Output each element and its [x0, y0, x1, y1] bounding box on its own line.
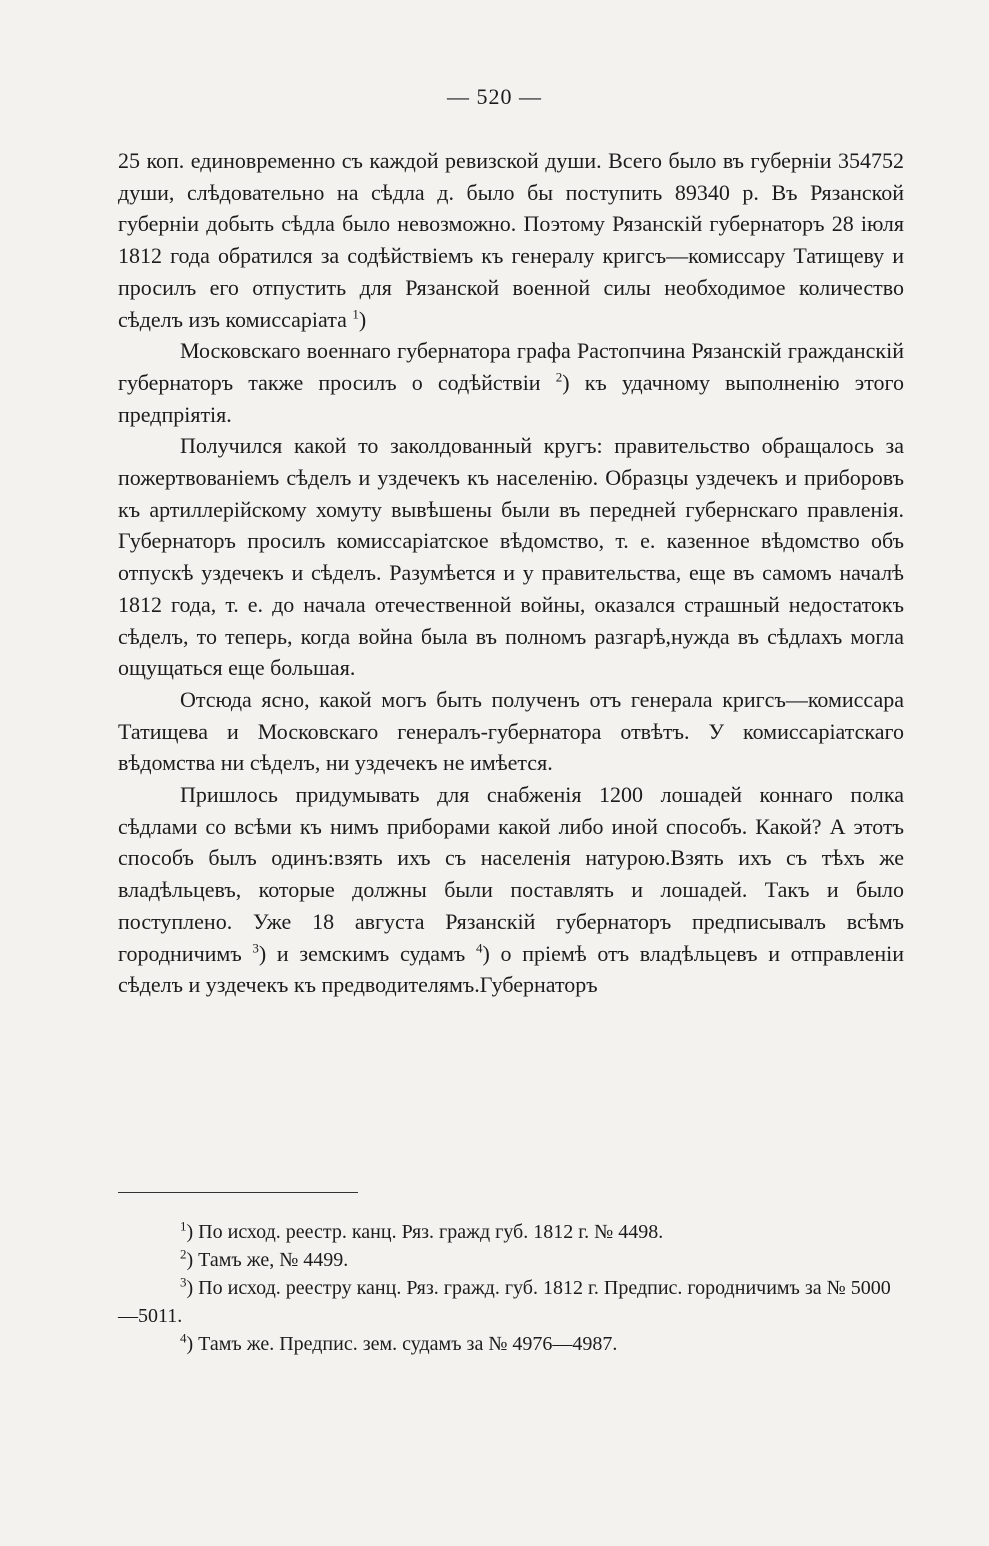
footnote-text: По исход. реестр. канц. Ряз. гражд губ. 1812 г. № 4498. — [193, 1221, 664, 1243]
paragraph-text: 25 коп. единовременно съ каждой ревизской души. Всего было въ губерніи 354752 души, слѣдовательно на сѣдла д. было бы поступить 89340 р. Въ Рязанской губерніи добыть сѣдла было невозможно. Поэтому Рязанскій губернаторъ 28 іюля 1812 года обратился за содѣйствіемъ къ генералу кригсъ—комиссару Татищеву и просилъ его отпустить для Рязанской военной силы необходимое количество сѣделъ изъ комиссаріата — [118, 148, 904, 332]
footnote-ref: 2 — [555, 369, 563, 385]
paragraph-5 — [118, 779, 904, 1001]
footnote-ref-close: ) — [482, 940, 490, 966]
footnote-text: Тамъ же. Предпис. зем. судамъ за № 4976—4987. — [193, 1333, 618, 1355]
paragraph-2 — [118, 335, 904, 430]
footnote-text: Тамъ же, № 4499. — [193, 1249, 349, 1271]
footnote-3: $^3$) По исход. реестру канц. Ряз. гражд. губ. 1812 г. Предпис. городничимъ за № 5000—5011. — [118, 1274, 891, 1327]
footnote-ref-close: ) — [562, 369, 570, 395]
paragraph-3 — [118, 430, 904, 684]
body-text — [118, 145, 904, 1001]
footnote-mark: 4 — [180, 1330, 187, 1346]
footnote-2: $^2$) Тамъ же, № 4499. — [180, 1246, 349, 1271]
footnote-1: $^1$) По исход. реестр. канц. Ряз. гражд губ. 1812 г. № 4498. — [180, 1218, 664, 1243]
footnote-ref-close: ) — [358, 306, 367, 332]
paragraph-text: и земскимъ судамъ — [276, 940, 466, 966]
footnote-separator — [118, 1192, 358, 1193]
footnote-ref: 3 — [252, 940, 259, 956]
paragraph-1 — [118, 145, 904, 335]
footnote-mark: 2 — [180, 1246, 187, 1262]
footnote-mark: 1 — [180, 1218, 187, 1234]
page-number: — 520 — — [447, 84, 542, 109]
paragraph-text: Пришлось придумывать для снабженія 1200 лошадей коннаго полка сѣдлами со всѣми къ нимъ приборами какой либо иной способъ. Какой? А этотъ способъ былъ одинъ:взять ихъ съ населенія натурою.Взять ихъ съ тѣхъ же владѣльцевъ, которые должны были поставлять и лошадей. Такъ и было поступлено. Уже 18 августа Рязанскій губернаторъ предписывалъ всѣмъ городничимъ — [118, 782, 904, 966]
paragraph-text: о пріемѣ отъ владѣльцевъ и отправленіи сѣделъ и уздечекъ къ предводителямъ.Губернаторъ — [118, 940, 905, 998]
footnote-text: По исход. реестру канц. Ряз. гражд. губ. 1812 г. Предпис. городничимъ за № 5000—5011. — [118, 1277, 891, 1327]
footnote-4: $^4$) Тамъ же. Предпис. зем. судамъ за № 4976—4987. — [180, 1330, 618, 1355]
footnote-mark: 3 — [180, 1274, 187, 1290]
footnotes — [118, 1218, 904, 1358]
paragraph-text: Московскаго военнаго губернатора графа Растопчина Рязанскій гражданскій губернаторъ также просилъ о содѣйствіи — [118, 338, 904, 395]
paragraph-text: Получился какой то заколдованный кругъ: правительство обращалось за пожертвованіемъ сѣделъ и уздечекъ къ населенію. Образцы уздечекъ и приборовъ къ артиллерійскому хомуту вывѣшены были въ передней губернскаго правленія. Губернаторъ просилъ комиссаріатское вѣдомство, т. е. казенное вѣдомство объ отпускѣ уздечекъ и сѣделъ. Разумѣется и у правительства, еще въ самомъ началѣ 1812 года, т. е. до начала отечественной войны, оказался страшный недостатокъ сѣделъ, то теперь, когда война была въ полномъ разгарѣ,нужда въ сѣдлахъ могла ощущаться еще большая. — [118, 433, 904, 681]
footnote-ref: 4 — [476, 940, 483, 956]
paragraph-text: Отсюда ясно, какой могъ быть полученъ отъ генерала кригсъ—комиссара Татищева и Московскаго генералъ-губернатора отвѣтъ. У комиссаріатскаго вѣдомства ни сѣделъ, ни уздечекъ не имѣется. — [118, 686, 904, 776]
paragraph-text: къ удачному выполненію этого предпріятія. — [118, 369, 904, 427]
paragraph-4 — [118, 684, 904, 779]
footnote-ref: 1 — [352, 306, 359, 322]
footnote-ref-close: ) — [258, 940, 267, 966]
